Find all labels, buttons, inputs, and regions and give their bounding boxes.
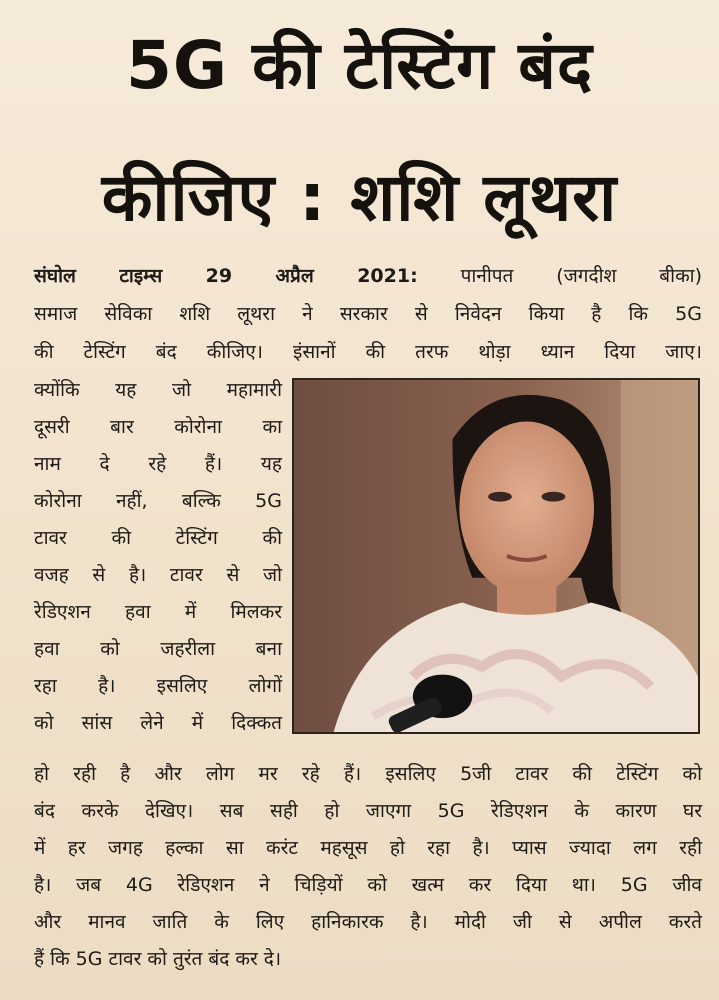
- outro-line-5: और मानव जाति के लिए हानिकारक है। मोदी जी से अपील करते: [34, 911, 702, 933]
- outro-line-1: हो रही है और लोग मर रहे हैं। इसलिए 5जी टावर की टेस्टिंग को: [34, 763, 702, 785]
- column-line-8: हवा को जहरीला बना: [34, 638, 282, 660]
- dateline: [34, 262, 702, 290]
- portrait-photo-icon: [294, 380, 698, 732]
- column-line-2: दूसरी बार कोरोना का: [34, 416, 282, 438]
- column-line-3: नाम दे रहे हैं। यह: [34, 453, 282, 475]
- intro-line-2: की टेस्टिंग बंद कीजिए। इंसानों की तरफ थोड़ा ध्यान दिया जाए।: [34, 341, 702, 363]
- column-line-5: टावर की टेस्टिंग की: [34, 527, 282, 549]
- column-line-10: को सांस लेने में दिक्कत: [34, 712, 282, 734]
- outro-line-3: में हर जगह हल्का सा करंट महसूस हो रहा है। प्यास ज्यादा लग रही: [34, 837, 702, 859]
- outro-line-6: हैं कि 5G टावर को तुरंत बंद कर दे।: [34, 948, 282, 970]
- column-line-1: क्योंकि यह जो महामारी: [34, 379, 282, 401]
- headline-line-1: 5G की टेस्टिंग बंद: [126, 27, 593, 104]
- dateline-reporter: (जगदीश बीका): [556, 265, 702, 287]
- column-line-9: रहा है। इसलिए लोगों: [34, 675, 282, 697]
- column-line-4: कोरोना नहीं, बल्कि 5G: [34, 490, 282, 512]
- outro-line-2: बंद करके देखिए। सब सही हो जाएगा 5G रेडिएशन के कारण घर: [34, 800, 702, 822]
- dateline-source: संघोल टाइम्स 29 अप्रैल 2021:: [34, 265, 418, 287]
- outro-line-4: है। जब 4G रेडिएशन ने चिड़ियों को खत्म कर दिया था। 5G जीव: [34, 874, 702, 896]
- column-line-6: वजह से है। टावर से जो: [34, 564, 282, 586]
- column-line-7: रेडिएशन हवा में मिलकर: [34, 601, 282, 623]
- dateline-place: पानीपत: [460, 265, 514, 287]
- intro-line-1: समाज सेविका शशि लूथरा ने सरकार से निवेदन किया है कि 5G: [34, 303, 702, 325]
- headline-line-2: कीजिए : शशि लूथरा: [101, 159, 618, 236]
- portrait-photo: [292, 378, 700, 734]
